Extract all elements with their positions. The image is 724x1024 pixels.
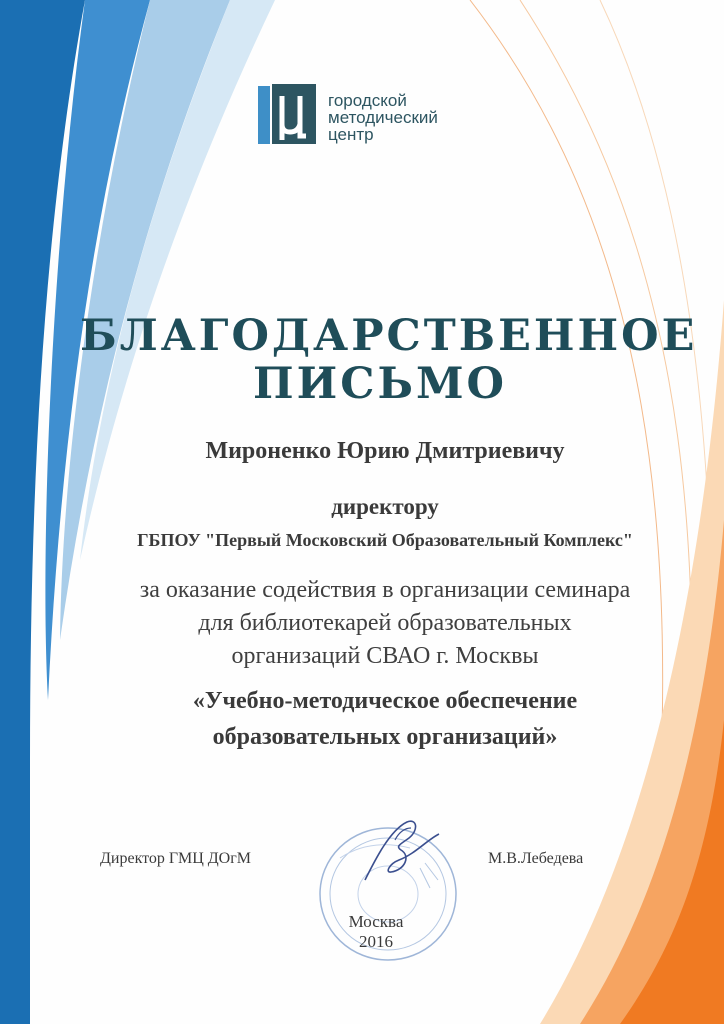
logo (258, 84, 488, 148)
seminar-line-2: образовательных организаций» (212, 724, 558, 750)
place-and-year (330, 912, 422, 952)
handwritten-signature (355, 810, 455, 890)
logo-mu-icon (258, 84, 324, 146)
logo-line-1: городской (328, 91, 407, 110)
seminar-title (40, 683, 724, 755)
logo-line-2: методический (328, 108, 438, 127)
recipient-position: директору (331, 494, 439, 519)
logo-line-3: центр (328, 125, 374, 144)
title-line-1: БЛАГОДАРСТВЕННОЕ (80, 311, 698, 361)
reason-line-2: для библиотекарей образовательных (198, 610, 572, 636)
letter-title (80, 311, 698, 409)
reason-line-1: за оказание содействия в организации семинара (139, 577, 631, 603)
title-line-2: ПИСЬМО (253, 359, 507, 409)
reason-text (40, 574, 724, 673)
signatory-name: М.В.Лебедева (488, 850, 584, 867)
recipient-organization: ГБПОУ "Первый Московский Образовательный Комплекс" (137, 530, 633, 550)
seminar-line-1: «Учебно-методическое обеспечение (192, 688, 578, 714)
signatory-role: Директор ГМЦ ДОгМ (100, 850, 251, 867)
city: Москва (348, 912, 404, 931)
year: 2016 (359, 932, 393, 951)
logo-text (328, 92, 438, 143)
reason-line-3: организаций СВАО г. Москвы (231, 643, 539, 669)
recipient-name: Мироненко Юрию Дмитриевичу (205, 438, 565, 464)
